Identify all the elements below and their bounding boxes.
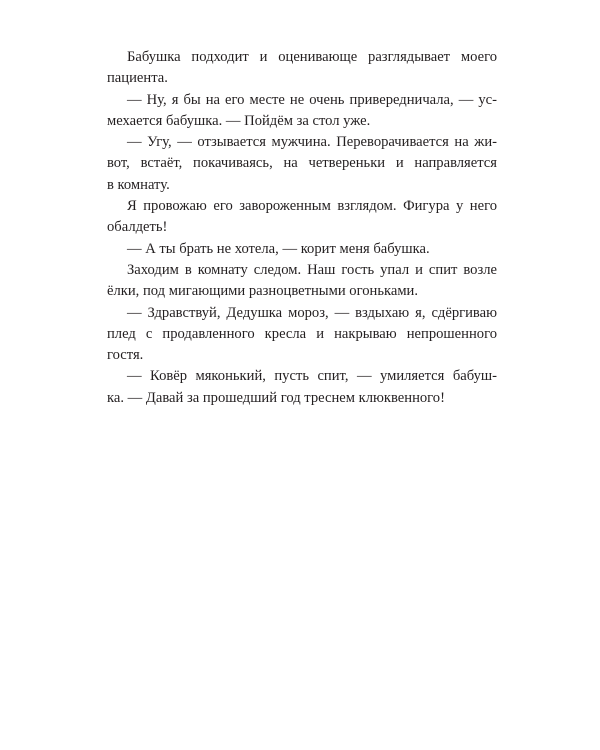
body-text [107, 47, 497, 409]
text-line: обалдеть! [107, 219, 168, 236]
text-line: плед с продавленного кресла и накрываю непрошенного [107, 325, 497, 342]
text-line: — Здравствуй, Дедушка мороз, — вздыхаю я, сдёргиваю [127, 304, 497, 321]
text-line: Заходим в комнату следом. Наш гость упал и спит возле [127, 261, 497, 278]
text-line: ка. — Давай за прошедший год треснем клюквенного! [107, 389, 445, 406]
text-line: мехается бабушка. — Пойдём за стол уже. [107, 112, 371, 129]
text-line: — Ну, я бы на его месте не очень привередничала, — ус- [127, 91, 497, 108]
text-line: Бабушка подходит и оценивающе разглядывает моего [127, 49, 497, 65]
text-line: — Ковёр мяконький, пусть спит, — умиляется бабуш- [127, 368, 497, 385]
text-line: ёлки, под мигающими разноцветными огоньками. [107, 283, 419, 300]
text-line: гостя. [107, 347, 144, 364]
text-line: вот, встаёт, покачиваясь, на четвереньки и направляется [107, 155, 497, 172]
text-line: пациента. [107, 70, 168, 87]
text-line: Я провожаю его завороженным взглядом. Фигура у него [127, 198, 497, 215]
text-line: в комнату. [107, 176, 170, 193]
text-line: — Угу, — отзывается мужчина. Переворачивается на жи- [127, 134, 497, 151]
text-line: — А ты брать не хотела, — корит меня бабушка. [127, 240, 430, 257]
